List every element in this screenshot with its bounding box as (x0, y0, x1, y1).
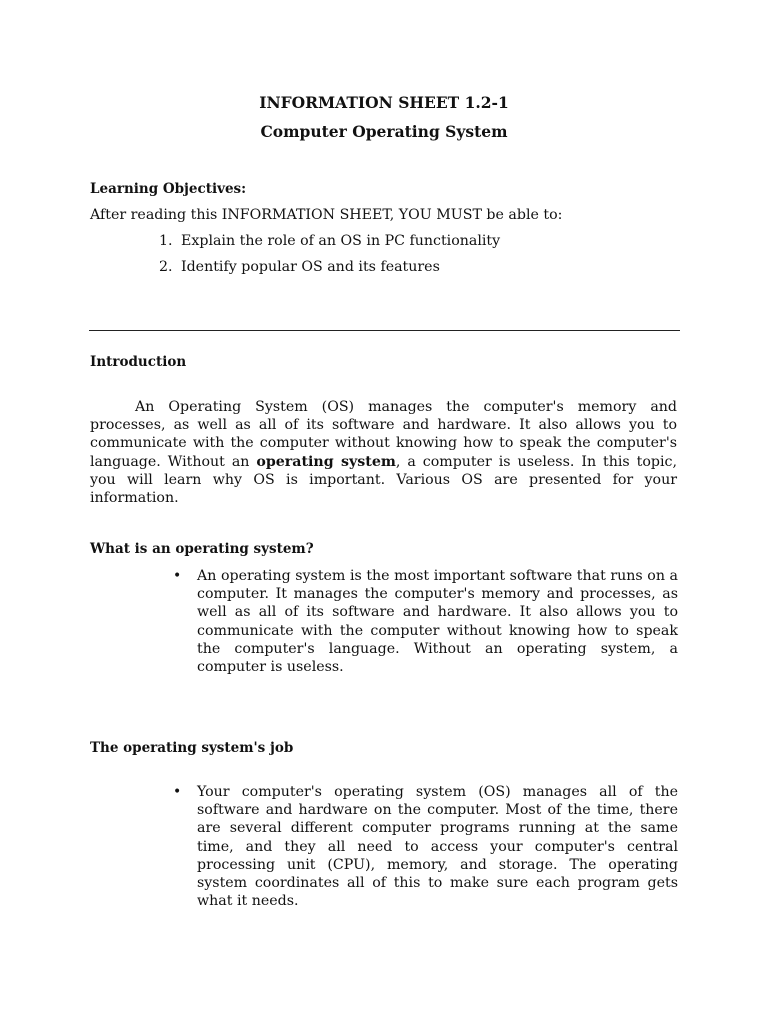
what-is-os-text: An operating system is the most important software that runs on a computer. It manages the computer's memory and processes, as well as all of its software and hardware. It also allows you to communicate with the computer without knowing how to speak the computer's language. Without an operating system, a computer is useless. (197, 568, 678, 676)
objective-item-1 (159, 232, 501, 250)
section-divider (89, 330, 680, 331)
introduction-heading: Introduction (90, 354, 187, 370)
sheet-title: INFORMATION SHEET 1.2-1 (259, 93, 509, 112)
os-job-text: Your computer's operating system (OS) manages all of the software and hardware on the computer. Most of the time, there are several different computer programs running at the same time, and they all need to access your computer's central processing unit (CPU), memory, and storage. The operating system coordinates all of this to make sure each program gets what it needs. (197, 784, 678, 910)
intro-text-end: , a computer is useless. In this topic, you will learn why OS is important. Various OS are presented for your information. (90, 453, 677, 507)
what-is-os-heading: What is an operating system? (90, 541, 314, 557)
bullet-icon: • (173, 784, 182, 800)
objective-number: 2. (159, 259, 173, 275)
bullet-icon: • (173, 568, 182, 584)
intro-text-start: An Operating System (OS) manages the computer's memory and processes, as well as all of its software and hardware. It also allows you to communicate with the computer without knowing how to speak the computer's language. Without an (90, 399, 677, 470)
what-is-os-bullet-item (173, 567, 678, 676)
objectives-lead: After reading this INFORMATION SHEET, YOU MUST be able to: (90, 207, 563, 223)
os-job-heading: The operating system's job (90, 740, 294, 756)
os-job-bullet-item (173, 783, 678, 910)
objective-text: Explain the role of an OS in PC functionality (181, 233, 501, 249)
introduction-paragraph (90, 398, 677, 507)
objective-item-2 (159, 258, 440, 276)
intro-bold-term: operating system (256, 453, 396, 470)
objective-number: 1. (159, 233, 173, 249)
sheet-subtitle: Computer Operating System (260, 122, 508, 141)
learning-objectives-heading: Learning Objectives: (90, 181, 247, 197)
objective-text: Identify popular OS and its features (181, 259, 440, 275)
